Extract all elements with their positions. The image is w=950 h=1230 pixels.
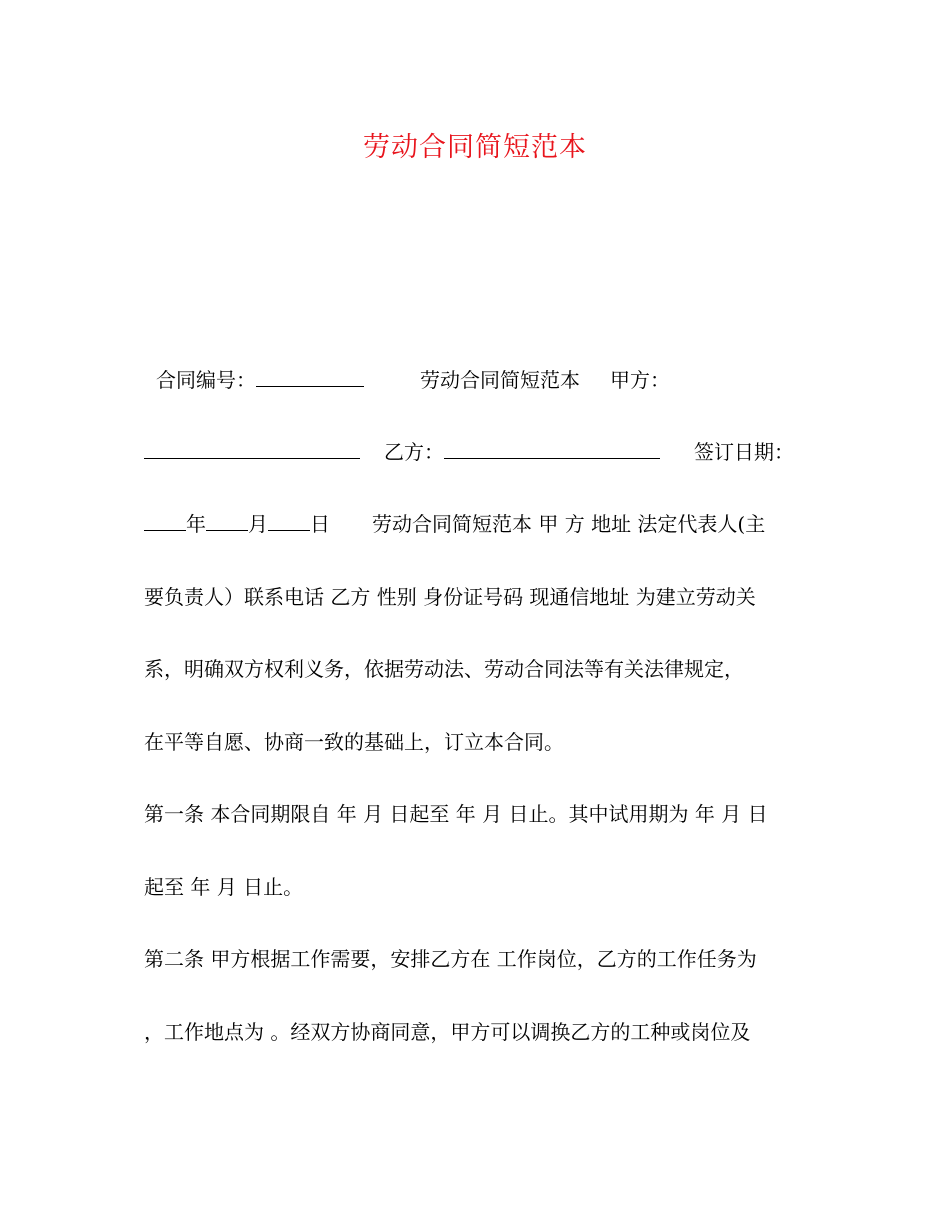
year-label: 年 [186,512,206,536]
contract-no-blank [256,366,364,387]
party-b-blank [444,438,660,459]
header-doc-name: 劳动合同简短范本 [420,368,580,392]
year-blank [144,510,186,531]
month-blank [206,510,248,531]
body-line: 第二条 甲方根据工作需要，安排乙方在 工作岗位，乙方的工作任务为 [144,947,757,971]
body-line: 要负责人）联系电话 乙方 性别 身份证号码 现通信地址 为建立劳动关 [144,585,756,609]
body-line: 系，明确双方权利义务，依据劳动法、劳动合同法等有关法律规定， [144,657,744,681]
party-a-label: 甲方： [610,368,670,392]
party-a-blank [144,438,360,459]
party-b-line [144,438,814,466]
document-title: 劳动合同简短范本 [363,132,587,163]
month-label: 月 [248,512,268,536]
body-line: 起至 年 月 日止。 [144,875,304,899]
sign-date-label: 签订日期： [694,440,794,464]
date-line-rest: 劳动合同简短范本 甲 方 地址 法定代表人(主 [372,512,766,536]
header-line [156,366,826,394]
contract-no-label: 合同编号： [156,368,256,392]
body-line: 在平等自愿、协商一致的基础上，订立本合同。 [144,730,564,754]
body-line: 第一条 本合同期限自 年 月 日起至 年 月 日止。其中试用期为 年 月 日 [144,802,768,826]
body-line: ，工作地点为 。经双方协商同意，甲方可以调换乙方的工种或岗位及 [144,1020,751,1044]
day-blank [268,510,310,531]
date-line [144,510,814,538]
day-label: 日 [310,512,330,536]
party-b-label: 乙方： [384,440,444,464]
